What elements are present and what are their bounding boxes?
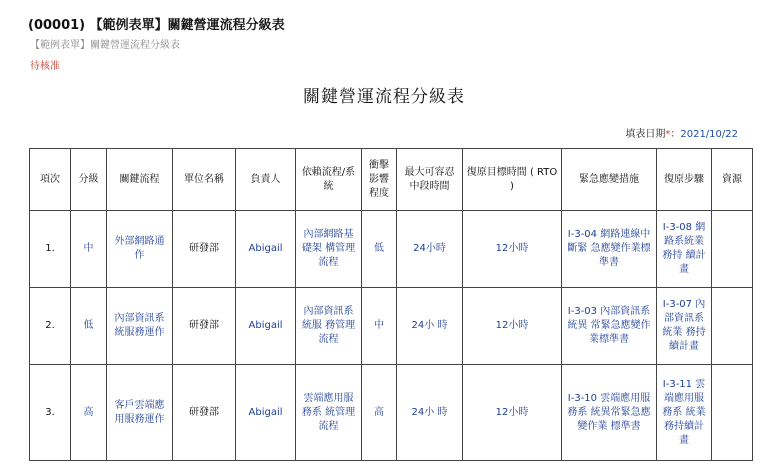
cell-process: 內部資訊系統服務運作 — [107, 288, 173, 365]
cell-emergency: I-3-10 雲端應用服務系 統異常緊急應變作業 標準書 — [562, 365, 657, 461]
date-value: 2021/10/22 — [680, 129, 738, 140]
cell-mtpd: 24小 時 — [397, 288, 463, 365]
cell-recovery: I-3-07 內部資訊系統業 務持續計畫 — [657, 288, 712, 365]
cell-unit: 研發部 — [173, 365, 236, 461]
table-header-row — [30, 149, 753, 211]
date-label: 填表日期 — [625, 129, 666, 140]
col-header: 項次 — [30, 149, 71, 211]
cell-emergency: I-3-03 內部資訊系統異 常緊急應變作業標準書 — [562, 288, 657, 365]
document-subtitle: 【範例表單】關鍵營運流程分級表 — [30, 40, 180, 51]
cell-process: 外部網路通作 — [107, 211, 173, 288]
cell-resource — [712, 211, 753, 288]
cell-no: 3. — [30, 365, 71, 461]
date-row — [625, 125, 738, 140]
cell-mtpd: 24小 時 — [397, 365, 463, 461]
col-header: 最大可容忍中段時間 — [397, 149, 463, 211]
cell-emergency: I-3-04 網路連線中斷緊 急應變作業標準書 — [562, 211, 657, 288]
cell-resource — [712, 288, 753, 365]
table-row — [30, 365, 753, 461]
cell-dependency: 內部資訊系統服 務管理流程 — [296, 288, 362, 365]
col-header: 資源 — [712, 149, 753, 211]
cell-owner: Abigail — [236, 365, 296, 461]
required-mark: * — [665, 129, 671, 140]
cell-mtpd: 24小時 — [397, 211, 463, 288]
cell-unit: 研發部 — [173, 211, 236, 288]
form-title: 關鍵營運流程分級表 — [303, 87, 465, 107]
cell-rto: 12小時 — [463, 365, 562, 461]
cell-recovery: I-3-11 雲端應用服務系 統業務持續計畫 — [657, 365, 712, 461]
cell-level: 高 — [71, 365, 107, 461]
col-header: 分級 — [71, 149, 107, 211]
status-badge: 待核准 — [30, 61, 60, 72]
cell-level: 中 — [71, 211, 107, 288]
cell-owner: Abigail — [236, 288, 296, 365]
cell-impact: 高 — [362, 365, 397, 461]
cell-impact: 中 — [362, 288, 397, 365]
cell-dependency: 內部網路基礎架 構管理流程 — [296, 211, 362, 288]
date-separator: ： — [670, 129, 681, 140]
cell-recovery: I-3-08 網路系統業務持 續計畫 — [657, 211, 712, 288]
table-row — [30, 211, 753, 288]
cell-rto: 12小時 — [463, 288, 562, 365]
col-header: 依賴流程/系統 — [296, 149, 362, 211]
col-header: 單位名稱 — [173, 149, 236, 211]
col-header: 負責人 — [236, 149, 296, 211]
cell-process: 客戶雲端應用服務運作 — [107, 365, 173, 461]
col-header: 緊急應變措施 — [562, 149, 657, 211]
cell-resource — [712, 365, 753, 461]
cell-rto: 12小時 — [463, 211, 562, 288]
cell-dependency: 雲端應用服務系 統管理流程 — [296, 365, 362, 461]
cell-no: 1. — [30, 211, 71, 288]
cell-impact: 低 — [362, 211, 397, 288]
cell-unit: 研發部 — [173, 288, 236, 365]
cell-no: 2. — [30, 288, 71, 365]
table-row — [30, 288, 753, 365]
col-header: 衝擊影響程度 — [362, 149, 397, 211]
cell-level: 低 — [71, 288, 107, 365]
document-title: (00001) 【範例表單】關鍵營運流程分級表 — [28, 18, 285, 33]
cell-owner: Abigail — [236, 211, 296, 288]
process-table — [29, 148, 753, 461]
col-header: 復原目標時間 ( RTO ) — [463, 149, 562, 211]
col-header: 復原步驟 — [657, 149, 712, 211]
col-header: 關鍵流程 — [107, 149, 173, 211]
